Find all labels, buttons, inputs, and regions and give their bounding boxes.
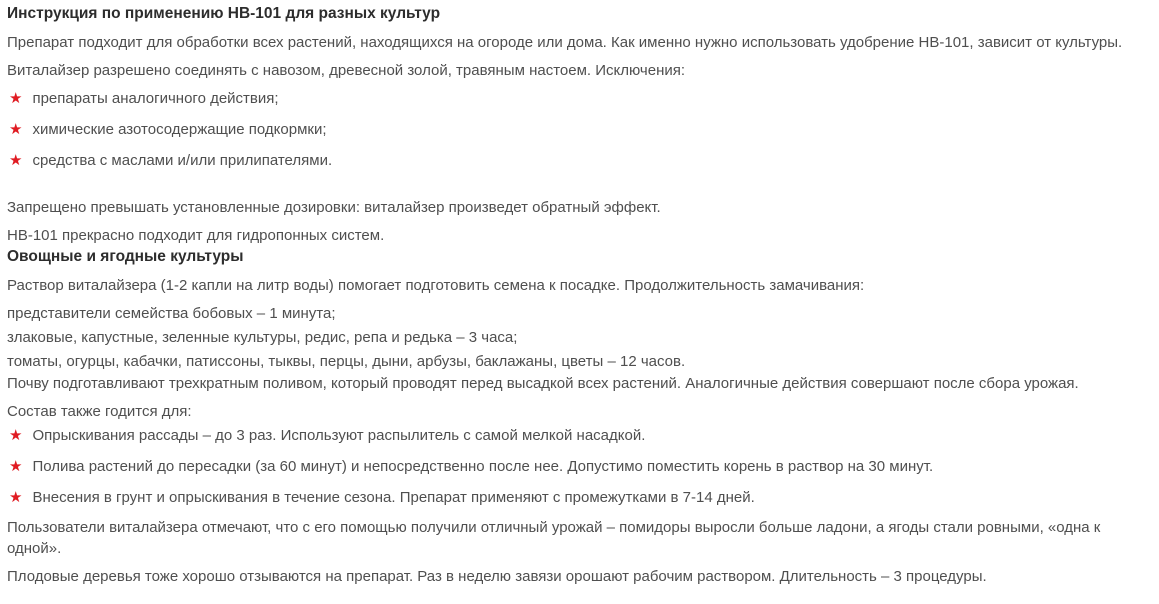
list-item	[7, 88, 1147, 109]
page-title: Инструкция по применению НВ-101 для разных культур	[7, 5, 441, 22]
star-bullet-icon: ★	[9, 489, 23, 506]
list-item	[7, 425, 1147, 446]
star-bullet-icon: ★	[9, 427, 23, 444]
section-title: Овощные и ягодные культуры	[7, 248, 244, 265]
list-item-text: химические азотосодержащие подкормки;	[32, 121, 327, 138]
list-item-text: Внесения в грунт и опрыскивания в течение сезона. Препарат применяют с промежутками в 7-14 дней.	[32, 489, 755, 506]
paragraph-users-note: Пользователи виталайзера отмечают, что с его помощью получили отличный урожай – помидоры выросли больше ладони, а ягоды стали ровными, «одна к одной».	[7, 519, 1101, 557]
star-bullet-icon: ★	[9, 90, 23, 107]
list-item-text: Опрыскивания рассады – до 3 раз. Используют распылитель с самой мелкой насадкой.	[32, 427, 646, 444]
star-bullet-icon: ★	[9, 121, 23, 138]
paragraph-soaking-intro: Раствор виталайзера (1-2 капли на литр воды) помогает подготовить семена к посадке. Продолжительность замачивания:	[7, 277, 865, 294]
paragraph-soil-prep: Почву подготавливают трехкратным поливом, который проводят перед высадкой всех растений. Аналогичные действия совершают после сбора урожая.	[7, 375, 1079, 392]
list-item-text: Полива растений до пересадки (за 60 минут) и непосредственно после нее. Допустимо поместить корень в раствор на 30 минут.	[32, 458, 934, 475]
paragraph-soak-tomatoes: томаты, огурцы, кабачки, патиссоны, тыквы, перцы, дыни, арбузы, баклажаны, цветы – 12 часов.	[7, 353, 686, 370]
list-item-text: средства с маслами и/или прилипателями.	[32, 152, 333, 169]
list-item	[7, 456, 1147, 477]
list-item	[7, 119, 1147, 140]
uses-list	[7, 425, 1147, 508]
list-item-text: препараты аналогичного действия;	[32, 90, 279, 107]
paragraph-soak-cereals: злаковые, капустные, зеленные культуры, редис, репа и редька – 3 часа;	[7, 329, 518, 346]
list-item	[7, 150, 1147, 171]
paragraph-mixing: Виталайзер разрешено соединять с навозом, древесной золой, травяным настоем. Исключения:	[7, 62, 686, 79]
list-item	[7, 487, 1147, 508]
paragraph-hydroponics: НВ-101 прекрасно подходит для гидропонных систем.	[7, 227, 385, 244]
paragraph-warning: Запрещено превышать установленные дозировки: виталайзер произведет обратный эффект.	[7, 199, 661, 216]
paragraph-trees-note: Плодовые деревья тоже хорошо отзываются на препарат. Раз в неделю завязи орошают рабочим раствором. Длительность – 3 процедуры.	[7, 568, 987, 585]
star-bullet-icon: ★	[9, 152, 23, 169]
paragraph-intro: Препарат подходит для обработки всех растений, находящихся на огороде или дома. Как именно нужно использовать удобрение НВ-101, зависит от культуры.	[7, 34, 1123, 51]
paragraph-also-intro: Состав также годится для:	[7, 403, 192, 420]
star-bullet-icon: ★	[9, 458, 23, 475]
exclusions-list	[7, 88, 1147, 171]
paragraph-soak-beans: представители семейства бобовых – 1 минута;	[7, 305, 336, 322]
